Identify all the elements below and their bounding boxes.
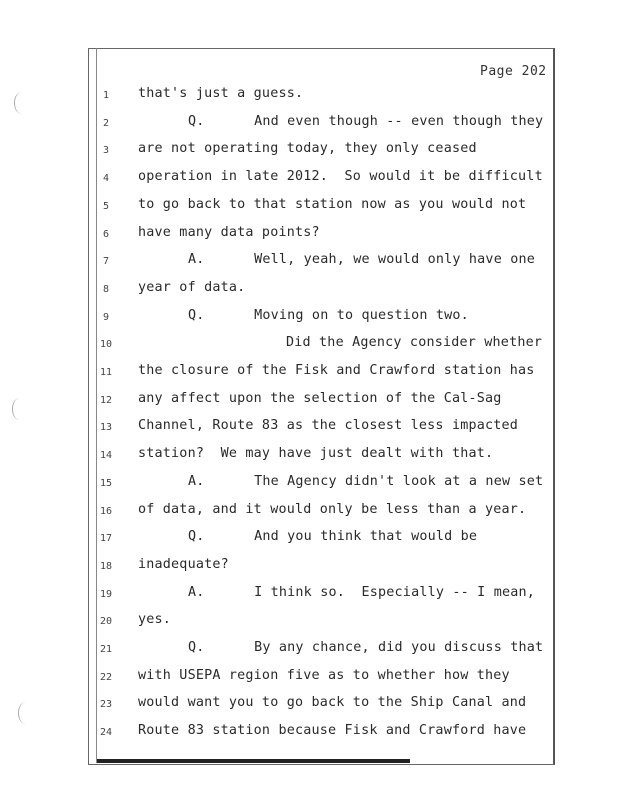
line-text: are not operating today, they only ceased [138, 141, 477, 157]
line-text: Q. Moving on to question two. [188, 307, 469, 323]
line-number: 17 [99, 533, 113, 545]
line-text: yes. [138, 612, 172, 628]
transcript-line [0, 197, 622, 219]
transcript-line [0, 391, 622, 413]
line-number: 2 [102, 117, 110, 129]
transcript-line [0, 529, 622, 551]
bottom-rule [97, 759, 410, 763]
line-number: 21 [99, 644, 113, 655]
line-text: Q. By any chance, did you discuss that [188, 640, 544, 655]
line-text: with USEPA region five as to whether how they [138, 667, 510, 683]
line-number: 19 [99, 588, 113, 600]
transcript-line [0, 225, 622, 247]
line-number: 8 [102, 283, 110, 295]
line-number: 15 [99, 477, 113, 489]
line-text: Did the Agency consider whether [286, 335, 543, 351]
line-text: to go back to that station now as you would not [138, 196, 527, 212]
line-number: 16 [99, 505, 113, 517]
page-number: Page 202 [480, 64, 547, 79]
line-number: 22 [99, 671, 113, 683]
transcript-line [0, 668, 622, 690]
transcript-line [0, 363, 622, 385]
transcript-line [0, 612, 622, 634]
line-text: operation in late 2012. So would it be difficult [138, 169, 543, 185]
line-text: any affect upon the selection of the Cal-Sag [138, 390, 502, 406]
line-text: year of data. [138, 279, 246, 295]
transcript-line [0, 474, 622, 496]
line-number: 10 [99, 339, 113, 351]
transcript-line [0, 169, 622, 191]
line-text: the closure of the Fisk and Crawford station has [138, 363, 535, 378]
line-number: 7 [102, 256, 110, 268]
line-number: 13 [99, 422, 113, 434]
line-number: 6 [102, 228, 110, 240]
transcript-line [0, 502, 622, 524]
transcript-line [0, 446, 622, 468]
line-text: that's just a guess. [138, 86, 304, 101]
transcript-line [0, 585, 622, 607]
transcript-line [0, 335, 622, 357]
line-number: 1 [102, 90, 110, 101]
line-text: A. The Agency didn't look at a new set [188, 473, 544, 489]
line-number: 14 [99, 450, 113, 462]
transcript-line [0, 695, 622, 717]
line-number: 9 [102, 311, 110, 323]
line-number: 23 [99, 699, 113, 711]
transcript-line [0, 308, 622, 330]
line-text: have many data points? [138, 224, 320, 240]
line-number: 20 [99, 616, 113, 628]
transcript-line [0, 280, 622, 302]
line-text: inadequate? [138, 556, 229, 572]
line-text: of data, and it would only be less than a year. [138, 501, 527, 517]
transcript-line [0, 86, 622, 108]
line-text: would want you to go back to the Ship Canal and [138, 695, 527, 711]
transcript-line [0, 723, 622, 745]
line-number: 11 [99, 367, 113, 378]
line-number: 5 [102, 200, 110, 212]
line-number: 12 [99, 394, 113, 406]
line-number: 3 [102, 145, 110, 157]
line-number: 4 [102, 173, 110, 185]
transcript-line [0, 252, 622, 274]
line-number: 18 [99, 560, 113, 572]
line-text: A. Well, yeah, we would only have one [188, 252, 535, 268]
line-number: 24 [99, 727, 113, 739]
line-text: Q. And you think that would be [188, 529, 478, 545]
transcript-line [0, 114, 622, 136]
line-text: station? We may have just dealt with that. [138, 446, 494, 462]
line-text: Channel, Route 83 as the closest less impacted [138, 418, 519, 434]
transcript-line [0, 557, 622, 579]
line-text: Q. And even though -- even though they [188, 113, 544, 129]
transcript-line [0, 141, 622, 163]
line-text: Route 83 station because Fisk and Crawford have [138, 723, 527, 739]
transcript-line [0, 640, 622, 662]
line-text: A. I think so. Especially -- I mean, [188, 584, 535, 600]
transcript-line [0, 418, 622, 440]
